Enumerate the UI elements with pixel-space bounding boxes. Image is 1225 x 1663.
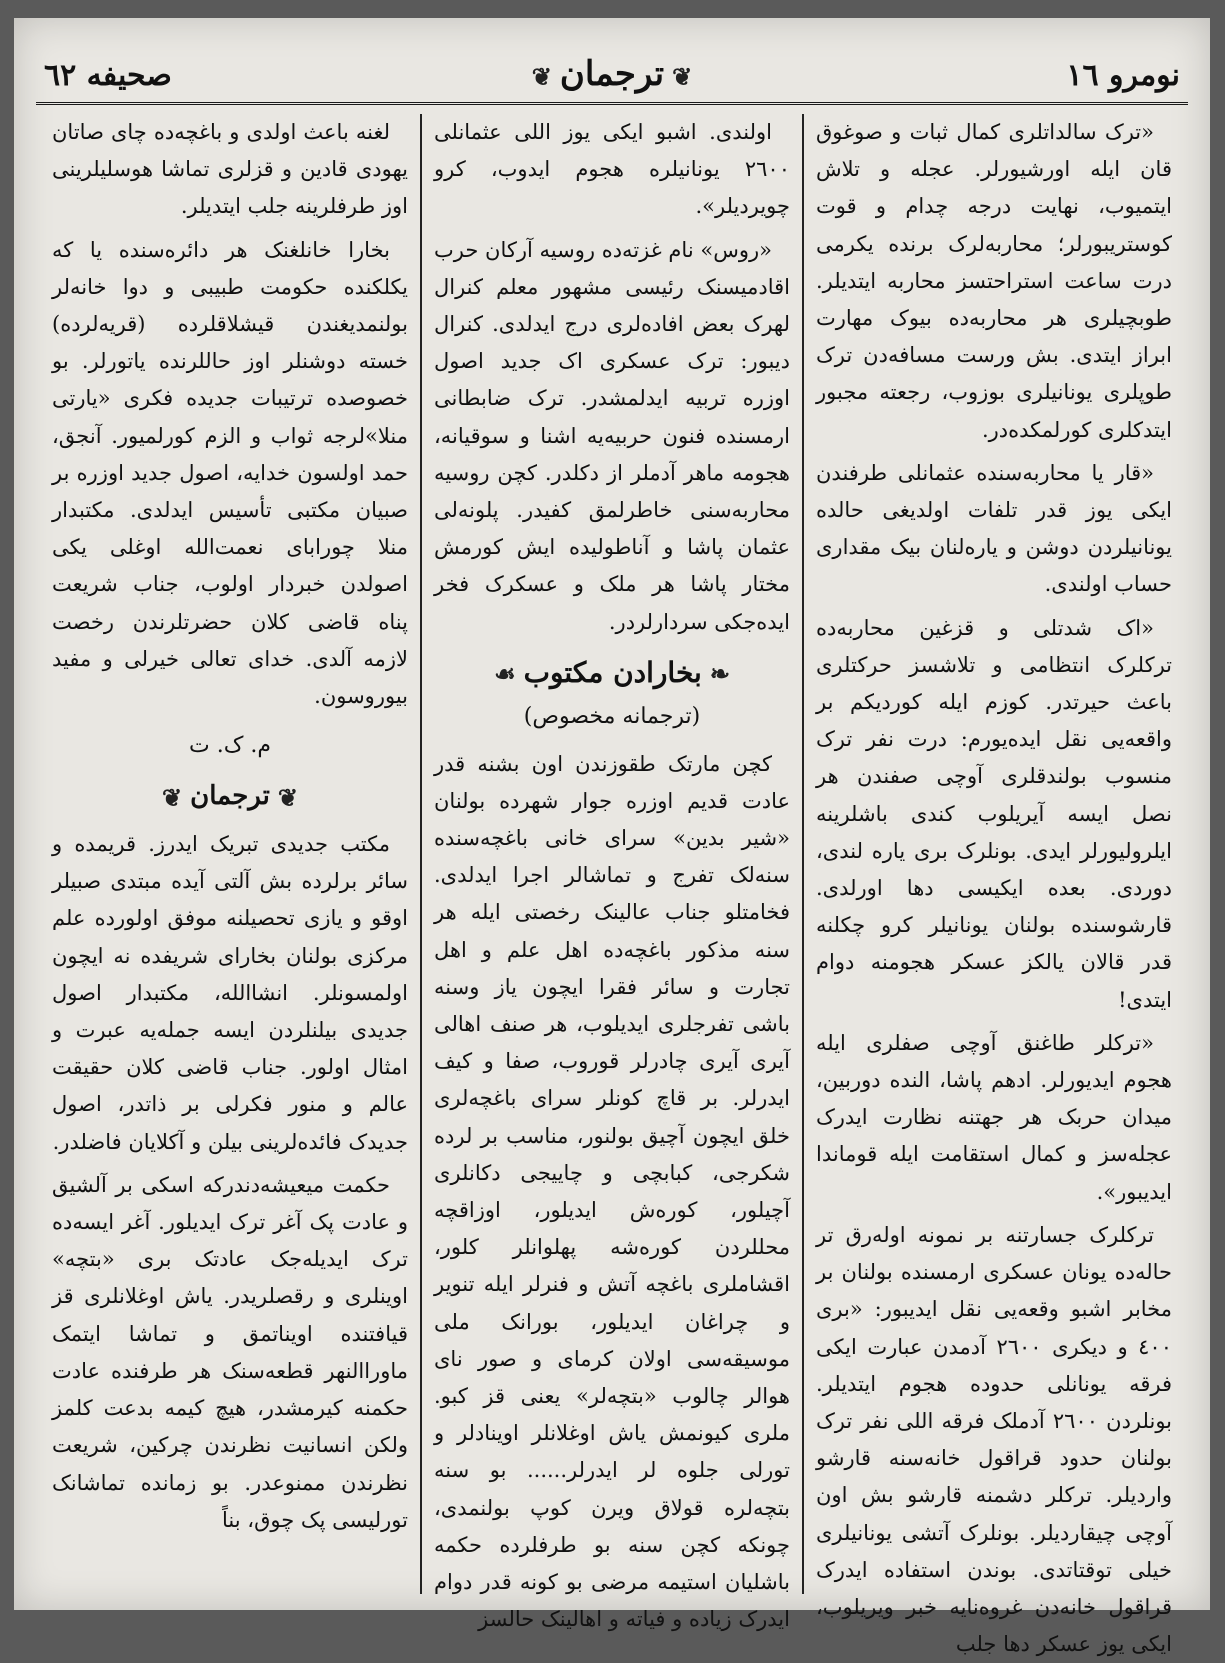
ornament-icon: ☙ <box>494 659 516 689</box>
column-middle <box>422 114 804 1632</box>
ornament-icon: ❧ <box>709 659 730 689</box>
paragraph: مکتب جدیدی تبریک ایدرز. قریمده و سائر برلرده بش آلتی آیده مبتدی صبیلر اوقو و یازی تحصیلنه موفق اولورده علم مرکزی بولنان بخارای شریفده نه ایچون اولمسونلر. انشاالله، مکتبدار اصول جدیدی بیلنلردن ایسه جمله‌یه عبرت و امثال اولور. جناب قاضی کلان حقیقت عالم و منور فکرلی بر ذاتدر، اصول جدیدک فائده‌لرینی بیلن و آکلایان فاضلدر. <box>52 832 408 1154</box>
paragraph: ترکلرک جسارتنه بر نمونه اوله‌رق تر حاله‌ده یونان عسکری ارمسنده بولنان بر مخابر اشبو وقعه‌یی نقل ایدیبور: «بری ٤٠٠ و دیکری ٢٦٠٠ آدمدن عبارت ایکی فرقه یونانلی حدوده هجوم ایتدیلر. بونلردن ٢٦٠٠ آدملک فرقه اللی نفر ترک بولنان حدود قراقول خانه‌سنه قارشو واردیلر. ترکلر دشمنه قارشو بش اون آوچی چیقاردیلر. بونلرک آتشی یونانیلری خیلی توقتاتدی. بوندن استفاده ایدرک قراقول خانه‌دن غروه‌نایه خبر ویریلوب، ایکی یوز عسکر دها جلب <box>816 1222 1173 1657</box>
paragraph: کچن مارتک طقوزندن اون بشنه قدر عادت قدیم اوزره جوار شهرده بولنان «شیر بدین» سرای خانی باغچه‌سنده سنه‌لک تفرج و تماشالر اجرا ایدلدی. فخامتلو جناب عالینک رخصتی ایله هر سنه مذکور باغچه‌ده اهل علم و اهل تجارت و سائر فقرا ایچون یاز وسنه باشی تفرجلری ایدیلوب، هر صنف اهالی آیری آیری چادرلر قوروب، صفا و کیف ایدرلر. بر قاچ کونلر سرای باغچه‌لری خلق ایچون آچیق بولنور، مناسب بر لرده شکرجی، کبابچی و چاییجی دکانلری آچیلور، کورەش ایدیلور، اوزاقچه محللردن کورەشه پهلوانلر کلور، اقشاملری باغچه آتش و فنرلر ایله تنویر و چراغان ایدیلور، بورانک ملی موسیقه‌سی اولان کرمای و صور نای هوالر چالوب «بتچه‌لر» یعنی قز کبو. ملری کیونمش یاش اوغلانلر اوینادلر و تورلی جلوه لر ایدرلر...... بو سنه بتچه‌لره قولاق ویرن کوپ بولنمدی، چونکه کچن سنه بو طرفلرده حکمه باشلیان استیمه مرضی بو کونه قدر دوام ایدرک زیاده و فیاته و اهالینک حالسز <box>434 751 790 1632</box>
column-left <box>40 114 422 1594</box>
signature: م. ک. ت <box>189 733 271 759</box>
page-number: صحيفه ٦٢ <box>44 58 172 93</box>
column-right <box>804 114 1184 1657</box>
ornament-icon: ❦ <box>277 782 298 812</box>
paragraph: «روس» نام غزته‌ده روسیه آرکان حرب اقادمیسنک رئیسی مشهور معلم کنرال لهرک بعض افاده‌لری درج ایدلدی. کنرال دیبور: ترک عسکری اک جدید اصول اوزره تربیه ایدلمشدر. ترک ضابطانی ارمسنده فنون حربیه‌یه اشنا و سوقیانه، هجومه ماهر آدملر از دکلدر. کچن روسیه محاربه‌سنی خاطرلمق کفیدر. پلونه‌لی عثمان پاشا و آناطولیده ایش کورمش مختار پاشا هر ملک و عسکرک فخر ایده‌جکی سردارلردر. <box>434 237 790 634</box>
ornament-icon: ❦ <box>672 61 693 91</box>
paragraph: «ترک سالداتلری کمال ثبات و صوغوق قان ایله اورشیورلر. عجله و تلاش ایتمیوب، نهایت درجه چدام و قوت کوستریبورلر؛ محاربه‌لرک برنده یکرمی درت ساعت استراحتسز محاربه ایتدیلر. طوبچیلری هر محاربه‌ده بیوک مهارت ابراز ایتدی. بش ورست مسافه‌دن ترک طوپلری یونانیلری بوزوب، رجعته مجبور ایتدکلری کورلمکده‌در. <box>816 120 1172 442</box>
paragraph: بخارا خانلغنک هر دائره‌سنده یا که یکلکنده حکومت طبیبی و دوا خانه‌لر بولنمدیغندن قیشلاقلرده (قریه‌لرده) خسته دوشنلر اوز حاللرنده یاتورلر. بو خصوصده ترتیبات جدیده فکری «یارتی منلا»لرجه ثواب و الزم کورلمیور. آنجق، حمد اولسون خدایه، اصول جدید اوزره بر صبیان مکتبی تأسیس ایدلدی. مکتبدار منلا چوراباى نعمت‌الله اوغلی یکی اصولدن خبردار اولوب، جناب شریعت پناه قاضی کلان حضرتلرندن رخصت لازمه آلدی. خدای تعالی خیرلی و مفید بیوروسون. <box>52 237 408 709</box>
paragraph: «قار یا محاربه‌سنده عثمانلی طرفندن ایکی یوز قدر تلفات اولدیغی حالده یونانیلردن دوشن و یاره‌لنان بیک مقداری حساب اولندی. <box>816 460 1172 597</box>
article-columns <box>40 114 1184 1657</box>
article-heading-text: بخارادن مکتوب <box>523 655 702 689</box>
ornament-icon: ❦ <box>531 61 552 91</box>
issue-number: نومرو ١٦ <box>1066 58 1180 93</box>
paragraph: حکمت میعیشه‌دندرکه اسکی بر آلشیق و عادت پک آغر ترک ایدیلور. آغر ایسه‌ده ترک ایدیله‌جک عادتک بری «بتچه» اوینلری و رقصلریدر. یاش اوغلانلری قز قیافتنده اویناتمق و تماشا ایتمک ماوراالنهر قطعه‌سنک هر طرفنده عادت حکمنه کیرمشدر، هیچ کیمه بدعت کلمز ولکن انسانیت نظرندن چرکین، شریعت نظرندن ممنوعدر. بو زمانده تماشانک تورلیسی پک چوق، بناً <box>52 1172 408 1532</box>
paragraph: اولندی. اشبو ایکی یوز اللی عثمانلی ٢٦٠٠ یونانیلره هجوم ایدوب، کرو چویردیلر». <box>434 120 790 219</box>
newspaper-title <box>36 54 1188 94</box>
section-title-text: ترجمان <box>190 781 270 812</box>
ornament-icon: ❦ <box>162 782 183 812</box>
masthead <box>36 54 1188 105</box>
newspaper-page <box>14 18 1210 1657</box>
article-heading <box>434 651 790 697</box>
paragraph: لغنه باعث اولدی و باغچه‌ده چای صاتان یهودی قادین و قزلری تماشا هوسلیلرینی اوز طرفلرینه جلب ایتدیلر. <box>52 120 408 219</box>
paragraph: «اک شدتلی و قزغین محاربه‌ده ترکلرک انتظامی و تلاشسز حرکتلری باعث حیرتدر. کوزم ایله کوردیکم بر واقعه‌یی نقل ایده‌یورم: درت نفر ترک منسوب بولندقلری آوچی صفندن هر نصل ایسه آیریلوب کندی باشلرینه ایلرولیورلر ایدی. بونلرک بری یاره لندی، دوردی. بعده ایکیسی دها اورلدی. قارشوسنده بولنان یونانیلر کرو چکلنه قدر قالان یالکز عسکر هجومنه دوام ایتدی! <box>816 615 1172 1012</box>
newspaper-title-text: ترجمان <box>559 54 665 94</box>
paragraph: «ترکلر طاغنق آوچی صفلری ایله هجوم ایدیورلر. ادهم پاشا، النده دوربین، میدان حربک هر جهتنه نظارت ایدرک عجله‌سز و کمال استقامت ایله قوماندا ایدیبور». <box>816 1030 1172 1204</box>
article-subheading: (ترجمانه مخصوص) <box>523 704 701 730</box>
section-title <box>52 778 408 816</box>
